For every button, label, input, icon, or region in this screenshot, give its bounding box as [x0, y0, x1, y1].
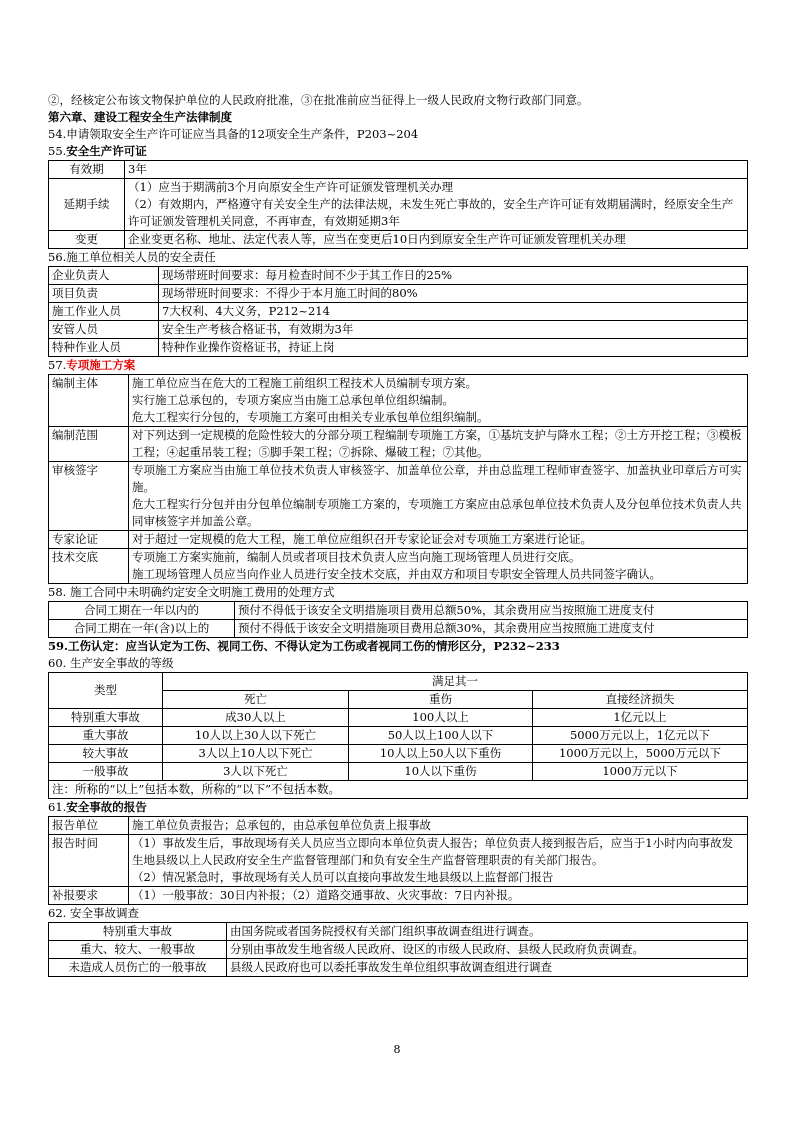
row-value-paragraph: （1）应当于期满前3个月向原安全生产许可证颁发管理机关办理: [128, 180, 454, 194]
row-key: 审核签字: [49, 462, 129, 531]
item-57-number: 57.: [48, 358, 67, 372]
table-row: [49, 339, 748, 357]
item-57-title: 专项施工方案: [66, 358, 136, 372]
table-61-accident-report: [48, 816, 748, 905]
row-key: 延期手续: [49, 179, 125, 231]
table-60-accident-levels: [48, 672, 748, 799]
intro-line: ②，经核定公布该文物保护单位的人民政府批准，③在批准前应当征得上一级人民政府文物行政部门同意。: [48, 93, 589, 107]
table-row: [49, 231, 748, 249]
row-key: 有效期: [49, 161, 125, 179]
row-key: 专家论证: [49, 531, 129, 549]
table-row: [49, 745, 748, 763]
table-row: [49, 179, 748, 231]
row-value: 企业变更名称、地址、法定代表人等，应当在变更后10日内到原安全生产许可证颁发管理机关办理: [125, 231, 748, 249]
page-number: 8: [393, 1043, 401, 1056]
table-row: [49, 941, 748, 959]
table-row: [49, 285, 748, 303]
row-value: [129, 835, 748, 887]
row-value-paragraph: 实行施工总承包的，专项方案应当由施工总承包单位组织编制。: [132, 393, 454, 407]
row-value: 特种作业操作资格证书，持证上岗: [159, 339, 748, 357]
row-value: 现场带班时间要求：不得少于本月施工时间的80%: [159, 285, 748, 303]
item-57-heading: [48, 357, 748, 374]
table-62-investigation: [48, 922, 748, 977]
row-value-paragraph: 施工现场管理人员应当向作业人员进行安全技术交底，并由双方和项目专职安全管理人员共同签字确认。: [132, 567, 661, 581]
row-value-paragraph: 施工单位负责报告；总承包的，由总承包单位负责上报事故: [132, 818, 431, 832]
table-row: [49, 620, 748, 638]
table-55-safety-license: [48, 160, 748, 249]
group-header: 满足其一: [163, 673, 748, 691]
chapter-title: 第六章、建设工程安全生产法律制度: [48, 110, 232, 124]
item-58: 58. 施工合同中未明确约定安全文明施工费用的处理方式: [48, 585, 335, 599]
row-value-paragraph: 专项施工方案实施前，编制人员或者项目技术负责人应当向施工现场管理人员进行交底。: [132, 550, 581, 564]
type-header: 类型: [49, 673, 163, 709]
row-value: [129, 531, 748, 549]
table-row: [49, 887, 748, 905]
row-value-paragraph: 对于超过一定规模的危大工程，施工单位应组织召开专家论证会对专项施工方案进行论证。: [132, 532, 592, 546]
item-60: 60. 生产安全事故的等级: [48, 656, 174, 670]
document-page: [48, 92, 748, 977]
table-row: [49, 462, 748, 531]
table-row: [49, 835, 748, 887]
cell: 10人以上50人以下重伤: [349, 745, 533, 763]
row-value: 现场带班时间要求：每月检查时间不少于其工作日的25%: [159, 267, 748, 285]
row-value: 县级人民政府也可以委托事故发生单位组织事故调查组进行调查: [227, 959, 748, 977]
table-57-special-plan: [48, 374, 748, 584]
table-row: [49, 303, 748, 321]
row-key: 报告单位: [49, 817, 129, 835]
table-row: [49, 763, 748, 781]
cell: 5000万元以上，1亿元以下: [533, 727, 748, 745]
row-key: 报告时间: [49, 835, 129, 887]
column-header: 死亡: [163, 691, 349, 709]
row-value: 3年: [125, 161, 748, 179]
row-key: 编制范围: [49, 427, 129, 462]
row-value-paragraph: 专项施工方案应当由施工单位技术负责人审核签字、加盖单位公章，并由总监理工程师审查签字、加盖执业印章后方可实施。: [132, 463, 742, 494]
table-note-row: [49, 781, 748, 799]
row-value: 安全生产考核合格证书，有效期为3年: [159, 321, 748, 339]
row-key: 变更: [49, 231, 125, 249]
row-key: 合同工期在一年以内的: [49, 602, 235, 620]
row-key: 特别重大事故: [49, 923, 227, 941]
cell: 成30人以上: [163, 709, 349, 727]
item-54: 54.申请领取安全生产许可证应当具备的12项安全生产条件，P203~204: [48, 127, 419, 141]
row-key: 合同工期在一年(含)以上的: [49, 620, 235, 638]
table-row: [49, 817, 748, 835]
row-value-paragraph: （1）事故发生后，事故现场有关人员应当立即向本单位负责人报告；单位负责人接到报告后，应当于1小时内向事故发生地县级以上人民政府安全生产监督管理部门和负有安全生产监督管理职责的有关部门报告。: [132, 836, 734, 867]
item-61-heading: [48, 799, 748, 816]
row-value: 由国务院或者国务院授权有关部门组织事故调查组进行调查。: [227, 923, 748, 941]
row-key: 安管人员: [49, 321, 159, 339]
cell: 100人以上: [349, 709, 533, 727]
table-row: [49, 923, 748, 941]
item-55-title: 安全生产许可证: [66, 144, 147, 158]
row-value-paragraph: （1）一般事故：30日内补报；（2）道路交通事故、火灾事故：7日内补报。: [132, 888, 520, 902]
row-key: 技术交底: [49, 549, 129, 584]
row-key: 特别重大事故: [49, 709, 163, 727]
cell: 50人以上100人以下: [349, 727, 533, 745]
item-56: 56.施工单位相关人员的安全责任: [48, 250, 216, 264]
cell: 10人以上30人以下死亡: [163, 727, 349, 745]
row-value-paragraph: 危大工程实行分包的，专项施工方案可由相关专业承包单位组织编制。: [132, 410, 489, 424]
row-key: 较大事故: [49, 745, 163, 763]
table-row: [49, 549, 748, 584]
item-61-title: 安全事故的报告: [66, 800, 147, 814]
row-key: 补报要求: [49, 887, 129, 905]
cell: 1000万元以上，5000万元以下: [533, 745, 748, 763]
column-header: 重伤: [349, 691, 533, 709]
table-row: [49, 959, 748, 977]
row-value: 7大权利、4大义务，P212~214: [159, 303, 748, 321]
row-value-paragraph: （2）情况紧急时，事故现场有关人员可以直接向事故发生地县级以上监督部门报告: [132, 870, 554, 884]
row-value: [129, 817, 748, 835]
row-key: 企业负责人: [49, 267, 159, 285]
table-row: [49, 427, 748, 462]
row-value: [129, 887, 748, 905]
table-row: [49, 375, 748, 427]
item-55-number: 55.: [48, 144, 67, 158]
row-key: 重大、较大、一般事故: [49, 941, 227, 959]
row-key: 编制主体: [49, 375, 129, 427]
row-value-paragraph: （2）有效期内，严格遵守有关安全生产的法律法规，未发生死亡事故的，安全生产许可证有效期届满时，经原安全生产许可证颁发管理机关同意，不再审查，有效期延期3年: [128, 197, 734, 228]
row-key: 一般事故: [49, 763, 163, 781]
table-row: [49, 161, 748, 179]
row-value: [129, 375, 748, 427]
table-row: [49, 709, 748, 727]
row-value-paragraph: 对下列达到一定规模的危险性较大的分部分项工程编制专项施工方案，①基坑支护与降水工程；②土方开挖工程；③模板工程；④起重吊装工程；⑤脚手架工程；⑦拆除、爆破工程；⑦其他。: [132, 428, 742, 459]
table-row: [49, 267, 748, 285]
row-value: 分别由事故发生地省级人民政府、设区的市级人民政府、县级人民政府负责调查。: [227, 941, 748, 959]
row-key: 重大事故: [49, 727, 163, 745]
column-header: 直接经济损失: [533, 691, 748, 709]
table-row: [49, 727, 748, 745]
item-59: 59.工伤认定：应当认定为工伤、视同工伤、不得认定为工伤或者视同工伤的情形区分，P232~233: [48, 639, 560, 653]
table-row: [49, 531, 748, 549]
row-value-paragraph: 施工单位应当在危大的工程施工前组织工程技术人员编制专项方案。: [132, 376, 477, 390]
item-61-number: 61.: [48, 800, 67, 814]
table-56-responsibility: [48, 266, 748, 357]
row-value: [125, 179, 748, 231]
cell: 1亿元以上: [533, 709, 748, 727]
cell: 10人以下重伤: [349, 763, 533, 781]
item-55-heading: [48, 143, 748, 160]
row-value-paragraph: 危大工程实行分包并由分包单位编制专项施工方案的，专项施工方案应由总承包单位技术负责人及分包单位技术负责人共同审核签字并加盖公章。: [132, 497, 742, 528]
row-key: 施工作业人员: [49, 303, 159, 321]
row-value: [129, 462, 748, 531]
row-value: 预付不得低于该安全文明措施项目费用总额30%，其余费用应当按照施工进度支付: [235, 620, 748, 638]
table-header-row: [49, 673, 748, 691]
cell: 3人以上10人以下死亡: [163, 745, 349, 763]
row-key: 未造成人员伤亡的一般事故: [49, 959, 227, 977]
row-key: 特种作业人员: [49, 339, 159, 357]
table-note: 注：所称的“以上”包括本数，所称的“以下”不包括本数。: [49, 781, 748, 799]
item-62: 62. 安全事故调查: [48, 906, 139, 920]
table-row: [49, 321, 748, 339]
row-value: [129, 427, 748, 462]
row-key: 项目负责: [49, 285, 159, 303]
row-value: [129, 549, 748, 584]
cell: 1000万元以下: [533, 763, 748, 781]
table-58-fee-handling: [48, 601, 748, 638]
row-value: 预付不得低于该安全文明措施项目费用总额50%，其余费用应当按照施工进度支付: [235, 602, 748, 620]
cell: 3人以下死亡: [163, 763, 349, 781]
table-row: [49, 602, 748, 620]
